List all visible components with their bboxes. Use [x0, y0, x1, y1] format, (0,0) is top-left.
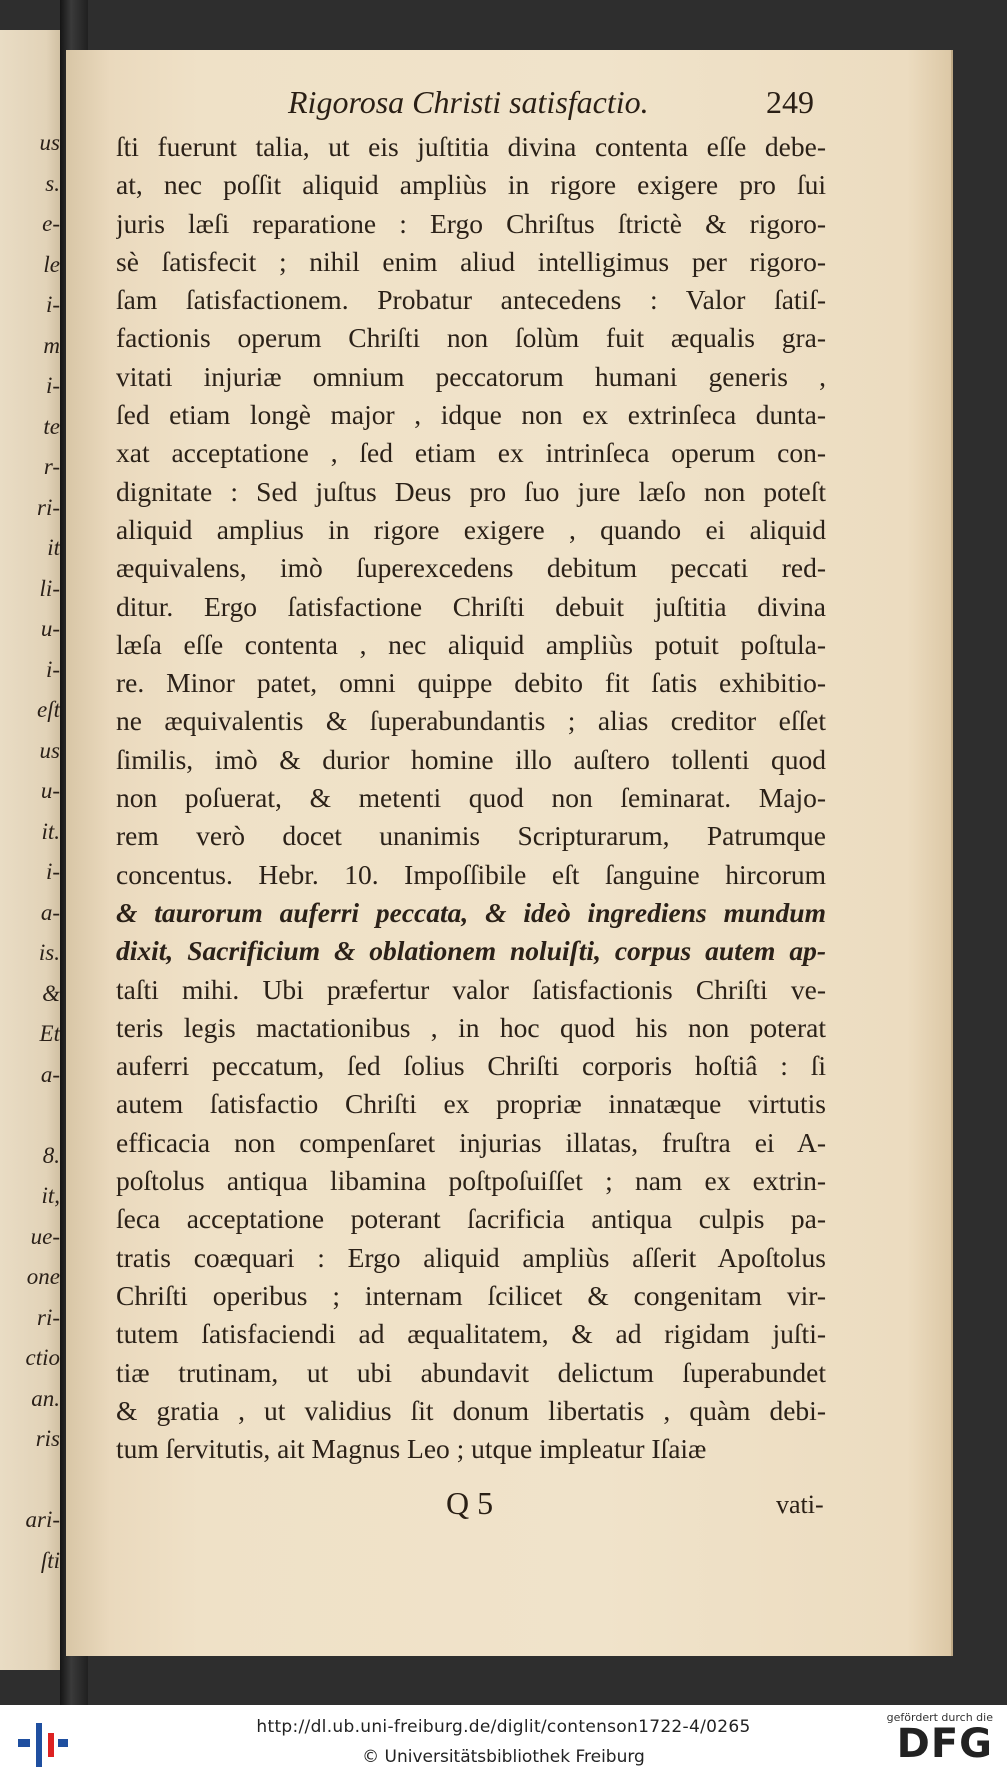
text-line: ſti fuerunt talia, ut eis juſtitia divina contenta eſſe debe- — [116, 131, 826, 162]
text-line: tiæ trutinam, ut ubi abundavit delictum ſuperabundet — [116, 1356, 826, 1388]
margin-fragment: ſti — [40, 1547, 60, 1573]
text-line: & gratia , ut validius ſit donum libertatis , quàm debi- — [116, 1394, 826, 1426]
text-line: autem ſatisfactio Chriſti ex propriæ innatæque virtutis — [116, 1088, 826, 1120]
margin-fragment: Et — [39, 1021, 60, 1046]
margin-fragment: le — [43, 251, 60, 277]
text-line: ſeca acceptatione poterant ſacrificia antiqua culpis pa- — [116, 1203, 826, 1235]
book-page — [66, 50, 951, 1656]
previous-page-edge — [0, 30, 66, 1670]
margin-fragment: ri- — [37, 1304, 60, 1330]
margin-fragment: s. — [45, 170, 60, 196]
margin-fragment: one — [26, 1264, 60, 1289]
viewer-footer — [0, 1705, 1007, 1779]
page-header — [66, 84, 951, 124]
margin-fragment: eſt — [37, 697, 60, 722]
margin-fragment: ri- — [37, 494, 60, 520]
copyright-notice: © Universitätsbibliothek Freiburg — [362, 1747, 645, 1767]
text-line: teris legis mactationibus , in hoc quod his non poterat — [116, 1011, 826, 1043]
text-line: aliquid amplius in rigore exigere , quando ei aliquid — [116, 513, 826, 545]
text-line: ſimilis, imò & durior homine illo auſtero tollenti quod — [116, 743, 826, 775]
text-line: vitati injuriæ omnium peccatorum humani generis , — [116, 360, 826, 392]
funder-label: gefördert durch die — [886, 1711, 993, 1724]
text-line: non poſuerat, & metenti quod non ſeminarat. Majo- — [116, 782, 826, 814]
margin-fragment: us — [39, 737, 60, 763]
margin-fragment: us — [39, 130, 60, 155]
margin-fragment: a- — [40, 899, 60, 925]
funder-block[interactable] — [883, 1711, 993, 1767]
text-line: sè ſatisfecit ; nihil enim aliud intelligimus per rigoro- — [116, 245, 826, 277]
catchword: vati- — [776, 1490, 824, 1519]
margin-fragment: u- — [40, 778, 60, 803]
body-text — [116, 128, 826, 1468]
text-line: factionis operum Chriſti non ſolùm fuit æqualis gra- — [116, 322, 826, 354]
margin-fragment: i- — [45, 859, 60, 884]
margin-fragment: it, — [41, 1183, 60, 1208]
text-line: læſa eſſe contenta , nec aliquid ampliùs potuit poſtula- — [116, 628, 826, 660]
text-line: ne æquivalentis & ſuperabundantis ; alias creditor eſſet — [116, 705, 826, 737]
margin-fragment: e- — [42, 211, 60, 236]
text-line: taſti mihi. Ubi præfertur valor ſatisfactionis Chriſti ve- — [116, 973, 826, 1005]
margin-fragment: r- — [43, 454, 60, 479]
margin-fragment: ari- — [25, 1507, 60, 1532]
margin-fragment: te — [43, 413, 60, 439]
text-line: ſed etiam longè major , idque non ex extrinſeca dunta- — [116, 399, 826, 431]
margin-fragment: i- — [45, 292, 60, 317]
text-line: tutem ſatisfaciendi ad æqualitatem, & ad rigidam juſti- — [116, 1318, 826, 1350]
text-line: re. Minor patet, omni quippe debito fit ſatis exhibitio- — [116, 667, 826, 699]
text-line: juris læſi reparatione : Ergo Chriſtus ſtrictè & rigoro- — [116, 207, 826, 239]
margin-fragment: m — [43, 332, 60, 358]
text-line: rem verò docet unanimis Scripturarum, Patrumque — [116, 820, 826, 852]
margin-fragment: ris — [35, 1426, 60, 1451]
text-line: tum ſervitutis, ait Magnus Leo ; utque impleatur Iſaiæ — [116, 1433, 707, 1465]
margin-fragment: ue- — [30, 1223, 60, 1249]
margin-fragment: it. — [41, 818, 60, 844]
margin-fragment: 8. — [42, 1142, 60, 1168]
text-line: & taurorum auferri peccata, & ideò ingrediens mundum — [116, 896, 826, 928]
text-line: ſam ſatisfactionem. Probatur antecedens : Valor ſatiſ- — [116, 284, 826, 316]
margin-fragment: ctio — [25, 1345, 60, 1370]
permalink-url[interactable]: http://dl.ub.uni-freiburg.de/diglit/contenson1722-4/0265 — [256, 1717, 751, 1737]
margin-fragment: u- — [40, 616, 60, 641]
text-line: æquivalens, imò ſuperexcedens debitum peccati red- — [116, 552, 826, 584]
margin-fragment: i- — [45, 373, 60, 398]
margin-fragment: it — [47, 535, 60, 560]
margin-fragment: i- — [45, 656, 60, 682]
running-title: Rigorosa Christi satisfactio. — [288, 84, 649, 120]
signature-mark: Q 5 — [446, 1485, 494, 1521]
text-line: tratis coæquari : Ergo aliquid ampliùs aſſerit Apoſtolus — [116, 1241, 826, 1273]
text-line: dixit, Sacrificium & oblationem noluiſti, corpus autem ap- — [116, 935, 826, 967]
text-line: poſtolus antiqua libamina poſtpoſuiſſet ; nam ex extrin- — [116, 1165, 826, 1197]
page-number: 249 — [766, 84, 814, 120]
text-line: xat acceptatione , ſed etiam ex intrinſeca operum con- — [116, 437, 826, 469]
margin-fragment: & — [42, 980, 60, 1006]
dfg-logo: DFG — [896, 1721, 993, 1767]
margin-fragment: is. — [38, 940, 60, 965]
text-line: Chriſti operibus ; internam ſcilicet & congenitam vir- — [116, 1279, 826, 1311]
margin-fragment: li- — [39, 575, 60, 601]
text-line: dignitate : Sed juſtus Deus pro ſuo jure læſo non poteſt — [116, 475, 826, 507]
text-line: auferri peccatum, ſed ſolius Chriſti corporis hoſtiâ : ſi — [116, 1050, 826, 1082]
margin-fragment: a- — [40, 1061, 60, 1087]
text-line: efficacia non compenſaret injurias illatas, fruſtra ei A- — [116, 1126, 826, 1158]
margin-fragment: an. — [31, 1385, 60, 1411]
text-line: at, nec poſſit aliquid ampliùs in rigore exigere pro ſui — [116, 169, 826, 201]
text-line: concentus. Hebr. 10. Impoſſibile eſt ſanguine hircorum — [116, 858, 826, 890]
text-line: ditur. Ergo ſatisfactione Chriſti debuit juſtitia divina — [116, 590, 826, 622]
